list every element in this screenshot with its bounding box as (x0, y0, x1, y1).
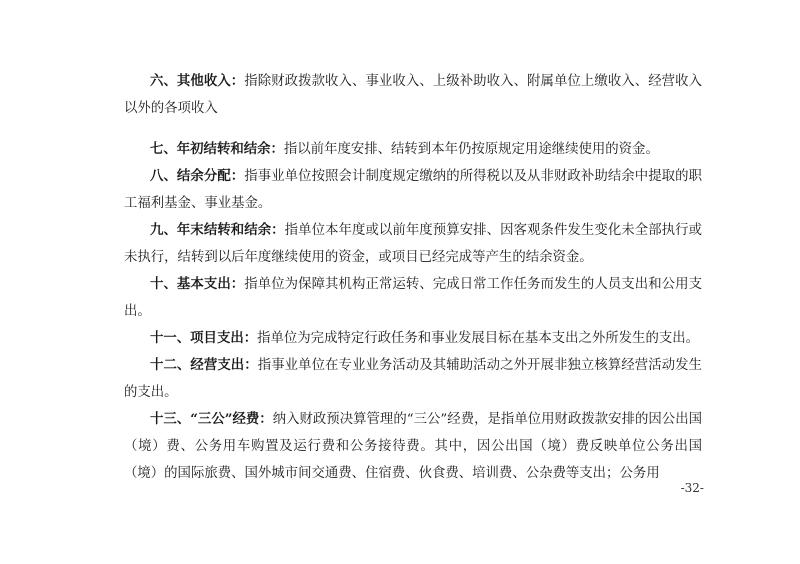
term-heading: 九、年末结转和结余： (150, 222, 285, 238)
paragraph-carryover-end (124, 217, 702, 271)
term-definition: 指事业单位按照会计制度规定缴纳的所得税以及从非财政补助结余中提取的职工福利基金、事业基金。 (124, 169, 703, 211)
paragraph-surplus-distribution (124, 163, 702, 217)
paragraph-other-income (124, 68, 702, 122)
term-definition: 指除财政拨款收入、事业收入、上级补助收入、附属单位上缴收入、经营收入以外的各项收入 (124, 74, 703, 116)
term-definition: 指单位为完成特定行政任务和事业发展目标在基本支出之外所发生的支出。 (257, 331, 700, 346)
paragraph-three-public-expenses (124, 406, 702, 487)
term-heading: 十二、经营支出： (150, 357, 258, 373)
page-number: -32- (680, 481, 704, 495)
paragraph-operating-expenditure (124, 352, 702, 406)
term-heading: 十、基本支出： (150, 276, 245, 292)
term-definition: 指以前年度安排、结转到本年仍按原规定用途继续使用的资金。 (283, 142, 659, 157)
term-heading: 七、年初结转和结余： (150, 141, 284, 157)
document-body (124, 68, 702, 487)
paragraph-project-expenditure (124, 325, 702, 352)
term-heading: 十三、“三公”经费： (150, 411, 273, 427)
term-definition: 纳入财政预决算管理的“三公”经费，是指单位用财政拨款安排的因公出国（境）费、公务用车购置及运行费和公务接待费。其中，因公出国（境）费反映单位公务出国（境）的国际旅费、国外城市间交通费、住宿费、伙食费、培训费、公杂费等支出；公务用 (124, 412, 702, 481)
term-definition: 指事业单位在专业业务活动及其辅助活动之外开展非独立核算经营活动发生的支出。 (124, 358, 703, 400)
term-definition: 指单位为保障其机构正常运转、完成日常工作任务而发生的人员支出和公用支出。 (124, 277, 703, 319)
term-heading: 六、其他收入： (150, 73, 245, 89)
term-definition: 指单位本年度或以前年度预算安排、因客观条件发生变化未全部执行或未执行，结转到以后年度继续使用的资金，或项目已经完成等产生的结余资金。 (124, 223, 703, 265)
term-heading: 八、结余分配： (150, 168, 245, 184)
paragraph-basic-expenditure (124, 271, 702, 325)
paragraph-carryover-beginning (124, 136, 702, 163)
term-heading: 十一、项目支出： (150, 330, 258, 346)
